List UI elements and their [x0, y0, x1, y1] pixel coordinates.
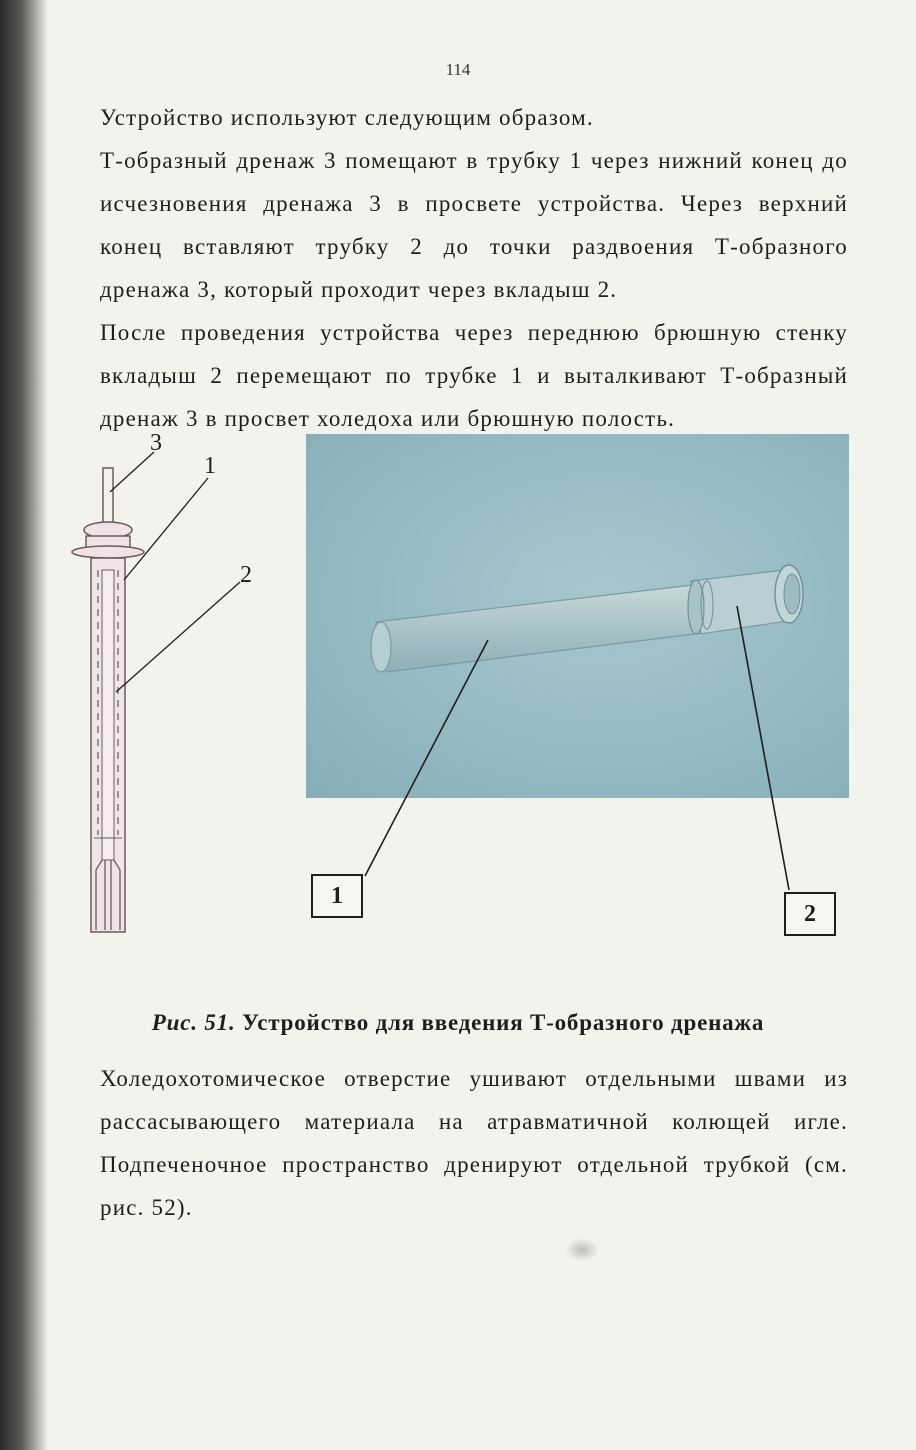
paragraph-intro: Устройство используют следующим образом.: [100, 105, 594, 130]
scan-binding-shadow: [0, 0, 48, 1450]
device-schematic-drawing: [60, 430, 260, 950]
tube-illustration: [306, 434, 849, 798]
figure-caption-number: Рис. 51.: [151, 1010, 236, 1035]
photo-label-1: 1: [311, 874, 363, 918]
schematic-label-2: 2: [240, 562, 252, 588]
photo-label-2: 2: [784, 892, 836, 936]
page-number: 114: [445, 60, 471, 79]
schematic-label-3: 3: [150, 430, 162, 456]
schematic-label-1: 1: [204, 453, 216, 479]
paragraph-insertion: Т-образный дренаж 3 помещают в трубку 1 через нижний конец до исчезновения дренажа 3 в просвете устройства. Через верхний конец вставляют трубку 2 до точки раздвоения Т-образного дренажа 3, который проходит через вкладыш 2.: [100, 148, 848, 302]
figure-caption-text: Устройство для введения Т-образного дренажа: [242, 1010, 765, 1035]
paragraph-closure: Холедохотомическое отверстие ушивают отдельными швами из рассасывающего материала на атравматичной колющей игле. Подпеченочное пространство дренируют отдельной трубкой (см. рис. 52).: [100, 1066, 848, 1220]
device-photograph: [306, 434, 849, 798]
paragraph-placement: После проведения устройства через переднюю брюшную стенку вкладыш 2 перемещают по трубке 1 и выталкивают Т-образный дренаж 3 в просвет холедоха или брюшную полость.: [100, 320, 848, 431]
figure-caption: [0, 1010, 916, 1036]
scan-smudge: [565, 1238, 599, 1262]
